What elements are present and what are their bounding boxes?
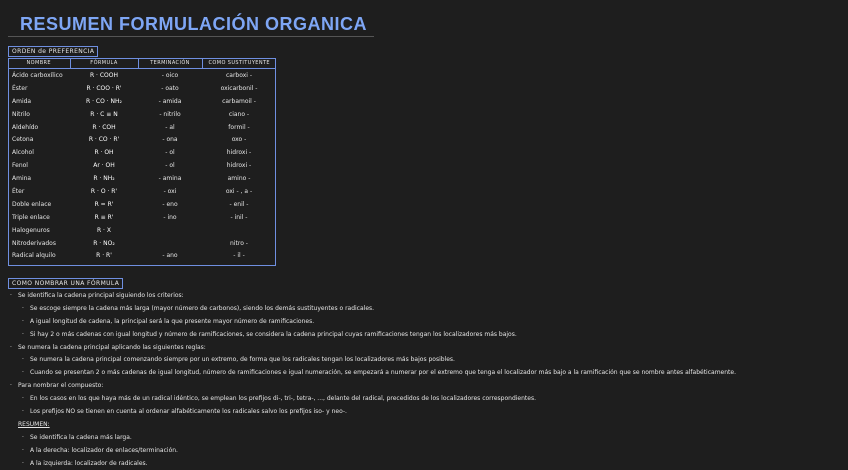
row-name: Aldehído bbox=[12, 123, 39, 131]
row-substituent: carboxi - bbox=[225, 71, 253, 79]
note-item bbox=[8, 316, 844, 329]
note-item bbox=[8, 406, 844, 419]
row-ending: - ol bbox=[165, 162, 175, 170]
row-formula: R · CO · R' bbox=[88, 136, 120, 144]
row-formula: R · NH₂ bbox=[93, 175, 115, 183]
bullet: · bbox=[22, 433, 24, 441]
table-row bbox=[8, 82, 276, 95]
row-name: Alcohol bbox=[12, 149, 34, 157]
row-name: Triple enlace bbox=[12, 213, 50, 221]
table-row bbox=[8, 133, 276, 146]
table-row bbox=[8, 237, 276, 250]
row-substituent: hidroxi - bbox=[226, 149, 252, 157]
note-text: Se escoge siempre la cadena más larga (mayor número de carbonos), siendo los demás sustituyentes o radicales. bbox=[30, 304, 375, 312]
row-ending: - eno bbox=[162, 200, 178, 208]
column-header-substituent: COMO SUSTITUYENTE bbox=[202, 58, 276, 69]
bullet: · bbox=[22, 446, 24, 454]
table-row bbox=[8, 224, 276, 237]
row-formula: R · CO · NH₂ bbox=[86, 97, 122, 105]
row-ending: - amida bbox=[158, 97, 182, 105]
row-substituent: - inil - bbox=[230, 213, 248, 221]
bullet: · bbox=[10, 343, 12, 351]
note-text: A igual longitud de cadena, la principal será la que presente mayor número de ramificaciones. bbox=[30, 317, 315, 325]
row-formula: Ar · OH bbox=[93, 162, 115, 170]
table-row bbox=[8, 211, 276, 224]
row-substituent: oxi - , a - bbox=[225, 187, 253, 195]
note-text: Se identifica la cadena principal siguiendo los criterios: bbox=[18, 292, 184, 299]
row-substituent: oxicarbonil - bbox=[220, 84, 258, 92]
note-item bbox=[8, 329, 844, 342]
row-formula: R · C ≡ N bbox=[90, 110, 118, 118]
note-text: Se numera la cadena principal comenzando siempre por un extremo, de forma que los radicales tengan los localizadores más bajos posibles. bbox=[30, 356, 455, 364]
note-text: Para nombrar el compuesto: bbox=[18, 382, 104, 390]
note-text: Los prefijos NO se tienen en cuenta al ordenar alfabéticamente los radicales salvo los prefijos iso- y neo-. bbox=[30, 408, 347, 416]
table-row bbox=[8, 185, 276, 198]
bullet: · bbox=[10, 382, 12, 390]
bullet: · bbox=[22, 369, 24, 377]
row-formula: R · NO₂ bbox=[93, 239, 115, 247]
bullet: · bbox=[22, 356, 24, 364]
note-text: A la izquierda: localizador de radicales. bbox=[30, 459, 148, 467]
row-substituent: hidroxi - bbox=[226, 162, 252, 170]
table-row bbox=[8, 172, 276, 185]
note-heading bbox=[8, 342, 844, 355]
row-name: Éster bbox=[12, 84, 28, 92]
note-text: A la derecha: localizador de enlaces/terminación. bbox=[30, 446, 178, 454]
row-substituent: ciano - bbox=[228, 110, 250, 118]
row-name: Fenol bbox=[12, 162, 28, 170]
row-ending: - ona bbox=[162, 136, 178, 144]
row-formula: R · X bbox=[96, 226, 111, 234]
row-ending: - oico bbox=[161, 71, 179, 79]
row-name: Nitrilo bbox=[12, 110, 30, 118]
row-ending: - oxi bbox=[163, 187, 177, 195]
note-heading bbox=[8, 380, 844, 393]
row-ending: - al bbox=[165, 123, 175, 131]
row-name: Amida bbox=[12, 97, 32, 105]
row-name: Amina bbox=[12, 175, 32, 183]
row-formula: R · R' bbox=[96, 252, 112, 260]
column-header-ending: TERMINACIÓN bbox=[138, 58, 202, 69]
note-item bbox=[8, 458, 844, 470]
row-formula: R ≡ R' bbox=[94, 213, 114, 221]
row-formula: R · O · R' bbox=[90, 187, 118, 195]
row-substituent: - il - bbox=[233, 252, 245, 260]
note-text: Se identifica la cadena más larga. bbox=[30, 433, 132, 441]
note-item bbox=[8, 367, 844, 380]
bullet: · bbox=[10, 292, 12, 299]
table-row bbox=[8, 159, 276, 172]
row-ending bbox=[138, 237, 202, 250]
table-row bbox=[8, 249, 276, 262]
row-ending: - amina bbox=[158, 175, 182, 183]
row-name: Cetona bbox=[12, 136, 34, 144]
row-ending: - oato bbox=[161, 84, 179, 92]
row-name: Nitroderivados bbox=[12, 239, 56, 247]
note-item bbox=[8, 432, 844, 445]
note-heading bbox=[8, 290, 844, 303]
row-name: Doble enlace bbox=[12, 200, 52, 208]
page-title: RESUMEN FORMULACIÓN ORGANICA bbox=[20, 14, 367, 34]
title-divider bbox=[8, 36, 374, 37]
note-text: RESUMEN: bbox=[18, 420, 50, 428]
row-formula: R · COO · R' bbox=[86, 84, 122, 92]
table-row bbox=[8, 121, 276, 134]
bullet: · bbox=[22, 330, 24, 338]
row-ending: - ano bbox=[162, 252, 178, 260]
table-row bbox=[8, 69, 276, 82]
row-name: Éter bbox=[12, 187, 25, 195]
notes-list bbox=[8, 290, 844, 470]
suffix-table bbox=[8, 58, 276, 262]
table-row bbox=[8, 95, 276, 108]
row-ending: - ino bbox=[163, 213, 177, 221]
row-substituent: amino - bbox=[227, 175, 251, 183]
row-substituent: oxo - bbox=[231, 136, 247, 144]
row-formula: R · COOH bbox=[89, 71, 119, 79]
note-text: Si hay 2 o más cadenas con igual longitud y número de ramificaciones, se considera la cadena principal cuyas ramificaciones tengan los localizadores más bajos. bbox=[30, 330, 517, 338]
note-text: Se numera la cadena principal aplicando las siguientes reglas: bbox=[18, 343, 206, 351]
column-header-formula: FÓRMULA bbox=[70, 58, 138, 69]
row-formula: R · COH bbox=[92, 123, 116, 131]
row-substituent bbox=[202, 224, 276, 237]
row-formula: R = R' bbox=[94, 200, 114, 208]
note-item bbox=[8, 303, 844, 316]
row-ending: - nitrilo bbox=[159, 110, 181, 118]
note-item bbox=[8, 445, 844, 458]
bullet: · bbox=[22, 459, 24, 467]
row-name: Halogenuros bbox=[12, 226, 50, 234]
bullet: · bbox=[22, 317, 24, 325]
bullet: · bbox=[22, 408, 24, 416]
row-substituent: - enil - bbox=[229, 200, 249, 208]
notes-section-label: COMO NOMBRAR UNA FÓRMULA bbox=[8, 278, 123, 289]
table-header-row bbox=[8, 58, 276, 69]
row-substituent: carbamoil - bbox=[222, 97, 256, 105]
row-substituent: nitro - bbox=[230, 239, 248, 247]
table-section-label: ORDEN de PREFERENCIA bbox=[8, 46, 98, 57]
note-item bbox=[8, 354, 844, 367]
row-name: Ácido carboxílico bbox=[12, 71, 63, 79]
row-formula: R · OH bbox=[94, 149, 114, 157]
note-text: Cuando se presentan 2 o más cadenas de igual longitud, número de ramificaciones e igual numeración, se empezará a numerar por el extremo que tenga el localizador más bajo a la ramificación que se nombre antes alfabéticamente. bbox=[30, 369, 736, 377]
row-name: Radical alquilo bbox=[12, 252, 56, 260]
note-text: En los casos en los que haya más de un radical idéntico, se emplean los prefijos di-, tri-, tetra-, ..., delante del radical, precedidos de los localizadores correspondientes. bbox=[30, 395, 537, 403]
row-ending: - ol bbox=[165, 149, 175, 157]
note-heading bbox=[8, 419, 844, 432]
table-row bbox=[8, 146, 276, 159]
row-substituent: formil - bbox=[228, 123, 250, 131]
bullet: · bbox=[22, 304, 24, 312]
column-header-name: NOMBRE bbox=[8, 58, 70, 69]
row-ending bbox=[138, 224, 202, 237]
table-row bbox=[8, 198, 276, 211]
bullet: · bbox=[22, 395, 24, 403]
table-row bbox=[8, 108, 276, 121]
note-item bbox=[8, 393, 844, 406]
